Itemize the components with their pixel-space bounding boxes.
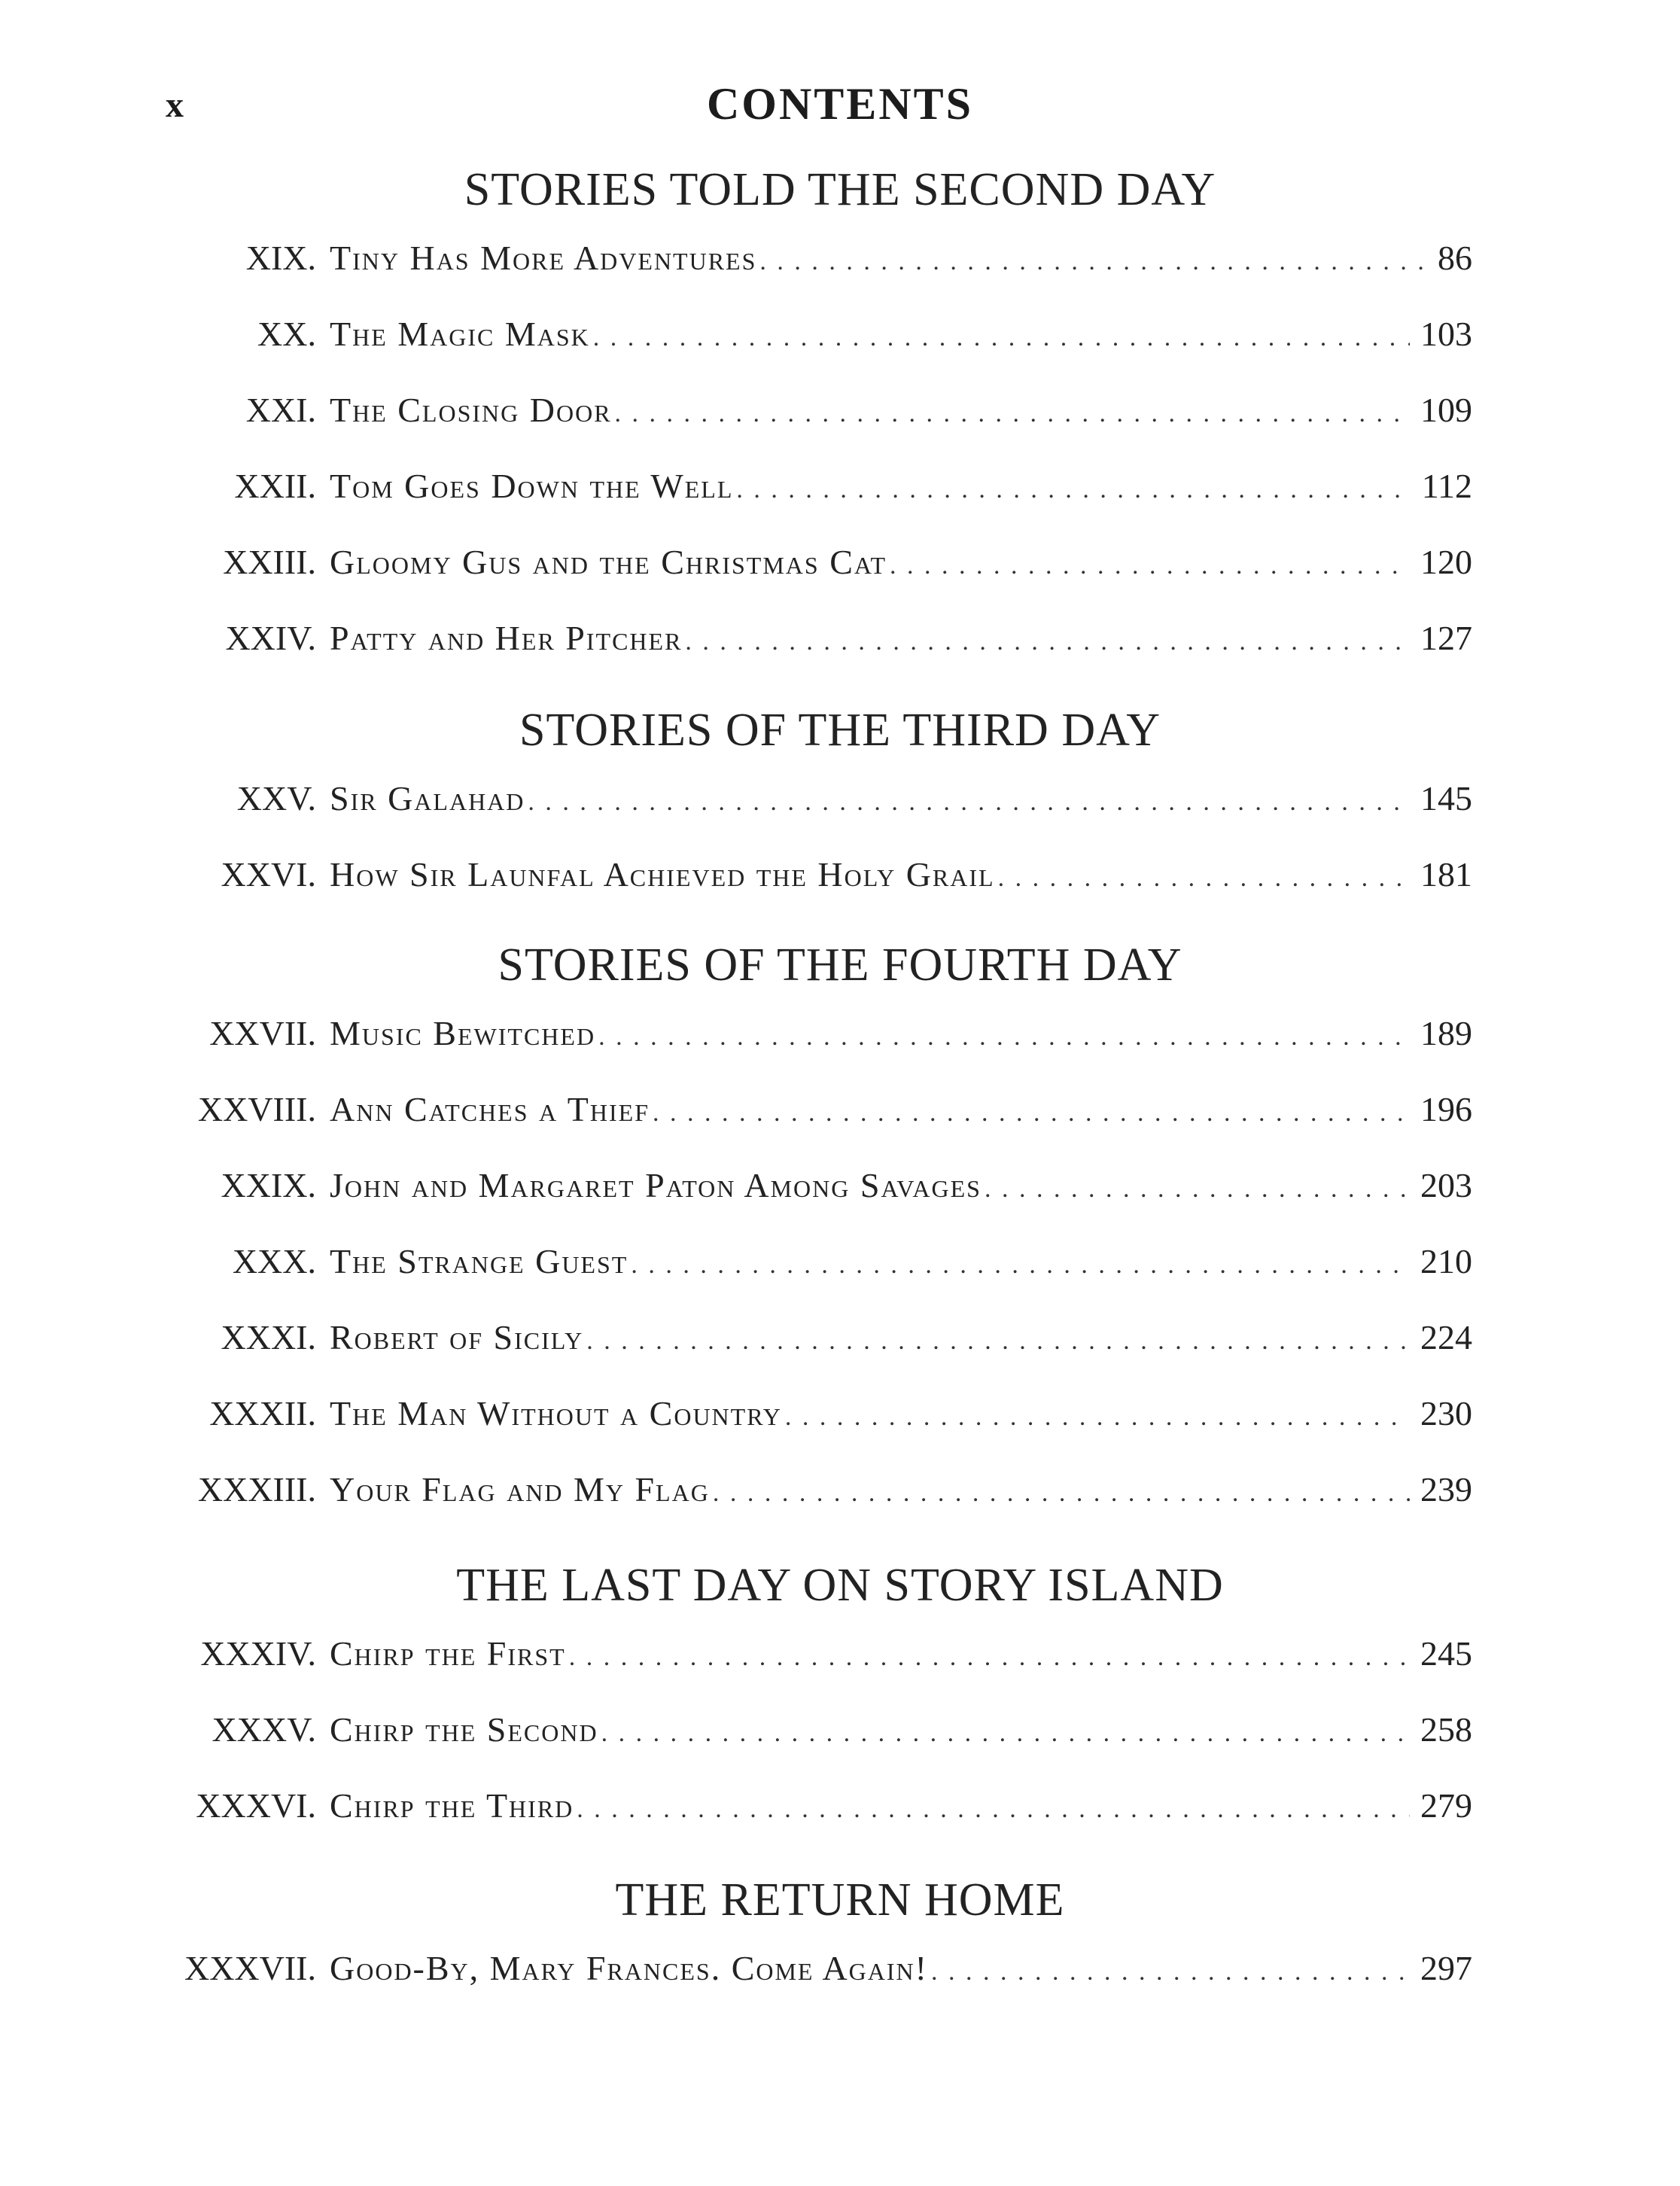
- chapter-numeral: XXVIII.: [197, 1090, 316, 1128]
- chapter-numeral: XXVII.: [209, 1014, 316, 1052]
- toc-section: [0, 151, 1680, 685]
- dot-leader: [785, 1403, 1410, 1432]
- entry-leader-row: [330, 1948, 1472, 1988]
- page-number: 189: [1420, 1014, 1472, 1052]
- toc-entry: [0, 1080, 1680, 1156]
- chapter-title: Your Flag and My Flag: [330, 1470, 710, 1509]
- page-number: 297: [1420, 1949, 1472, 1987]
- dot-leader: [685, 628, 1410, 656]
- page-number: 145: [1420, 779, 1472, 817]
- chapter-title: Patty and Her Pitcher: [330, 619, 683, 657]
- page-number: 224: [1420, 1318, 1472, 1356]
- chapter-numeral: XXI.: [245, 391, 316, 429]
- entry-leader-row: [330, 1393, 1472, 1433]
- entry-leader-row: [330, 238, 1472, 278]
- chapter-numeral: XXIII.: [223, 543, 316, 581]
- entry-leader-row: [330, 1710, 1472, 1749]
- toc-entry: [0, 1004, 1680, 1080]
- chapter-title: Tiny Has More Adventures: [330, 239, 757, 277]
- toc-entry: [0, 1777, 1680, 1853]
- toc-entry: [0, 229, 1680, 305]
- entry-leader-row: [330, 618, 1472, 658]
- chapter-title: The Strange Guest: [330, 1242, 628, 1280]
- chapter-title: Music Bewitched: [330, 1014, 596, 1052]
- page-number: 181: [1420, 855, 1472, 894]
- entry-leader-row: [330, 314, 1472, 354]
- dot-leader: [713, 1479, 1410, 1508]
- chapter-title: Gloomy Gus and the Christmas Cat: [330, 543, 887, 581]
- toc-entry: [0, 1232, 1680, 1308]
- chapter-title: The Closing Door: [330, 391, 612, 429]
- dot-leader: [653, 1099, 1410, 1128]
- entry-leader-row: [330, 1165, 1472, 1205]
- dot-leader: [593, 324, 1410, 352]
- toc-entry: [0, 381, 1680, 457]
- chapter-title: Chirp the Second: [330, 1710, 598, 1749]
- dot-leader: [569, 1643, 1410, 1672]
- chapter-title: Chirp the Third: [330, 1786, 574, 1825]
- dot-leader: [601, 1719, 1410, 1748]
- chapter-numeral: XXVI.: [221, 855, 316, 894]
- chapter-numeral: XXIX.: [221, 1166, 316, 1204]
- chapter-numeral: XXXI.: [221, 1318, 316, 1356]
- toc-entry: [0, 1939, 1680, 2015]
- chapter-title: The Man Without a Country: [330, 1394, 782, 1432]
- page-number: 109: [1420, 391, 1472, 429]
- chapter-numeral: XXXIV.: [200, 1634, 316, 1673]
- dot-leader: [998, 864, 1410, 893]
- toc-entry: [0, 1700, 1680, 1777]
- chapter-title: Ann Catches a Thief: [330, 1090, 650, 1128]
- toc-entry: [0, 533, 1680, 609]
- dot-leader: [931, 1958, 1410, 1987]
- chapter-numeral: XXXVII.: [184, 1949, 316, 1987]
- toc-section: [0, 926, 1680, 1536]
- page-number: 103: [1420, 315, 1472, 353]
- toc-entry: [0, 305, 1680, 381]
- entry-leader-row: [330, 1013, 1472, 1053]
- toc-entry: [0, 1384, 1680, 1460]
- section-heading: THE LAST DAY ON STORY ISLAND: [456, 1560, 1224, 1611]
- chapter-title: Tom Goes Down the Well: [330, 467, 734, 505]
- toc-entry: [0, 609, 1680, 685]
- page-number: 239: [1420, 1470, 1472, 1509]
- dot-leader: [577, 1795, 1410, 1824]
- chapter-title: How Sir Launfal Achieved the Holy Grail: [330, 855, 995, 894]
- section-heading: STORIES OF THE FOURTH DAY: [498, 939, 1182, 991]
- toc-section: [0, 1861, 1680, 2015]
- dot-leader: [615, 400, 1410, 428]
- chapter-numeral: XX.: [257, 315, 316, 353]
- page-number: 112: [1421, 467, 1472, 505]
- chapter-numeral: XXII.: [234, 467, 316, 505]
- section-heading: STORIES TOLD THE SECOND DAY: [464, 164, 1216, 215]
- chapter-title: Chirp the First: [330, 1634, 566, 1673]
- folio-page-number: x: [166, 85, 184, 125]
- dot-leader: [586, 1327, 1410, 1356]
- page-number: 279: [1420, 1786, 1472, 1825]
- chapter-numeral: XXXV.: [212, 1710, 316, 1749]
- chapter-numeral: XXXIII.: [197, 1470, 316, 1509]
- toc-entry: [0, 1156, 1680, 1232]
- chapter-title: Robert of Sicily: [330, 1318, 584, 1356]
- chapter-title: Good-By, Mary Frances. Come Again!: [330, 1949, 928, 1987]
- dot-leader: [736, 476, 1411, 504]
- chapter-numeral: XXV.: [236, 779, 316, 817]
- entry-leader-row: [330, 1633, 1472, 1673]
- toc-entry: [0, 769, 1680, 845]
- dot-leader: [890, 552, 1410, 580]
- page-number: 196: [1420, 1090, 1472, 1128]
- section-heading: THE RETURN HOME: [615, 1874, 1065, 1926]
- section-heading: STORIES OF THE THIRD DAY: [519, 705, 1161, 756]
- page-number: 127: [1420, 619, 1472, 657]
- page-number: 203: [1420, 1166, 1472, 1204]
- chapter-title: John and Margaret Paton Among Savages: [330, 1166, 982, 1204]
- dot-leader: [631, 1251, 1410, 1280]
- toc-entry: [0, 845, 1680, 921]
- toc-section: [0, 1546, 1680, 1853]
- toc-section: [0, 691, 1680, 921]
- dot-leader: [985, 1175, 1410, 1204]
- entry-leader-row: [330, 1469, 1472, 1509]
- entry-leader-row: [330, 1786, 1472, 1825]
- chapter-numeral: XXXVI.: [196, 1786, 316, 1825]
- page-title: CONTENTS: [706, 79, 974, 129]
- toc-entry: [0, 457, 1680, 533]
- chapter-numeral: XXXII.: [209, 1394, 316, 1432]
- toc-entry: [0, 1460, 1680, 1536]
- chapter-numeral: XIX.: [245, 239, 316, 277]
- entry-leader-row: [330, 390, 1472, 430]
- entry-leader-row: [330, 778, 1472, 818]
- page-number: 120: [1420, 543, 1472, 581]
- entry-leader-row: [330, 542, 1472, 582]
- entry-leader-row: [330, 1089, 1472, 1129]
- chapter-title: The Magic Mask: [330, 315, 590, 353]
- page-number: 210: [1420, 1242, 1472, 1280]
- entry-leader-row: [330, 466, 1472, 506]
- dot-leader: [598, 1023, 1410, 1052]
- chapter-title: Sir Galahad: [330, 779, 525, 817]
- chapter-numeral: XXX.: [232, 1242, 316, 1280]
- page-number: 245: [1420, 1634, 1472, 1673]
- toc-entry: [0, 1308, 1680, 1384]
- page-number: 230: [1420, 1394, 1472, 1432]
- page-number: 86: [1438, 239, 1472, 277]
- chapter-numeral: XXIV.: [225, 619, 316, 657]
- toc-entry: [0, 1624, 1680, 1700]
- entry-leader-row: [330, 1317, 1472, 1357]
- entry-leader-row: [330, 1241, 1472, 1281]
- dot-leader: [759, 248, 1427, 276]
- page-number: 258: [1420, 1710, 1472, 1749]
- dot-leader: [528, 788, 1410, 817]
- entry-leader-row: [330, 854, 1472, 894]
